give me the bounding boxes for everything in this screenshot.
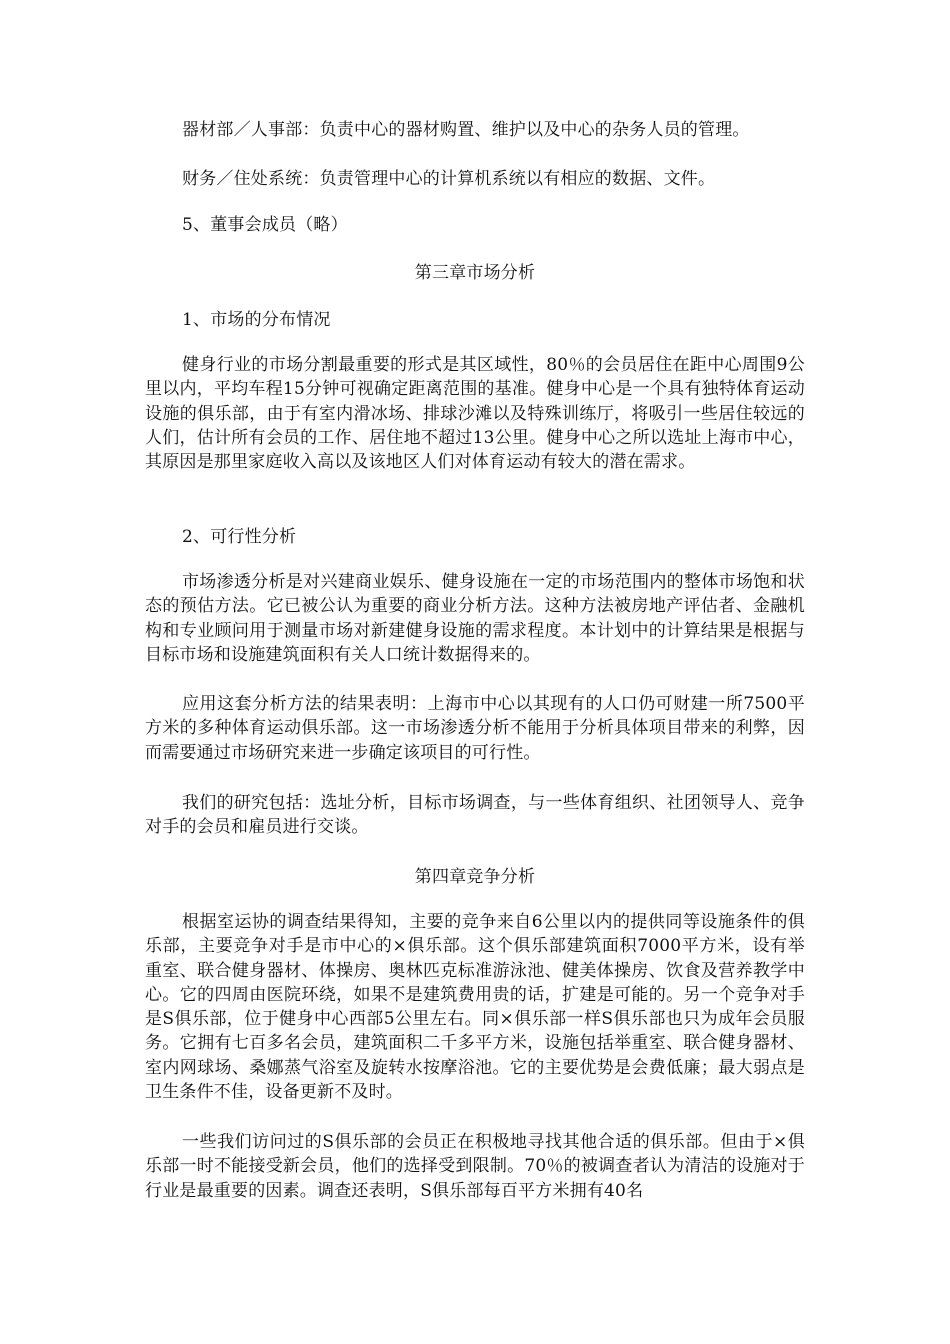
chapter3-title: 第三章市场分析	[414, 263, 536, 283]
chapter4-title: 第四章竞争分析	[414, 867, 536, 887]
dept-finance-line: 财务／住处系统：负责管理中心的计算机系统以有相应的数据、文件。	[182, 169, 716, 189]
chapter3-section1-heading: 1、市场的分布情况	[182, 310, 331, 330]
chapter3-section2-heading: 2、可行性分析	[182, 527, 297, 547]
dept-equipment-hr-line: 器材部／人事部：负责中心的器材购置、维护以及中心的杂务人员的管理。	[182, 120, 750, 140]
chapter4-paragraph-2: 一些我们访问过的S俱乐部的会员正在积极地寻找其他合适的俱乐部。但由于×俱乐部一时不能接受新会员，他们的选择受到限制。70％的被调查者认为清洁的设施对于行业是最重要的因素。调查还表明，S俱乐部每百平方米拥有40名	[145, 1132, 805, 1201]
chapter3-paragraph-2: 市场渗透分析是对兴建商业娱乐、健身设施在一定的市场范围内的整体市场饱和状态的预估方法。它已被公认为重要的商业分析方法。这种方法被房地产评估者、金融机构和专业顾问用于测量市场对新建健身设施的需求程度。本计划中的计算结果是根据与目标市场和设施建筑面积有关人口统计数据得来的。	[145, 572, 805, 665]
chapter3-paragraph-1: 健身行业的市场分割最重要的形式是其区域性，80％的会员居住在距中心周围9公里以内，平均车程15分钟可视确定距离范围的基准。健身中心是一个具有独特体育运动设施的俱乐部，由于有室内滑冰场、排球沙滩以及特殊训练厅，将吸引一些居住较远的人们，估计所有会员的工作、居住地不超过13公里。健身中心之所以选址上海市中心，其原因是那里家庭收入高以及该地区人们对体育运动有较大的潜在需求。	[145, 355, 805, 473]
chapter4-paragraph-1: 根据室运协的调查结果得知，主要的竞争来自6公里以内的提供同等设施条件的俱乐部，主要竞争对手是市中心的×俱乐部。这个俱乐部建筑面积7000平方米，设有举重室、联合健身器材、体操房、奥林匹克标准游泳池、健美体操房、饮食及营养教学中心。它的四周由医院环绕，如果不是建筑费用贵的话，扩建是可能的。另一个竞争对手是S俱乐部，位于健身中心西部5公里左右。同×俱乐部一样S俱乐部也只为成年会员服务。它拥有七百多名会员，建筑面积二千多平方米，设施包括举重室、联合健身器材、室内网球场、桑娜蒸气浴室及旋转水按摩浴池。它的主要优势是会费低廉；最大弱点是卫生条件不佳，设备更新不及时。	[145, 912, 805, 1103]
chapter3-paragraph-3: 应用这套分析方法的结果表明：上海市中心以其现有的人口仍可财建一所7500平方米的多种体育运动俱乐部。这一市场渗透分析不能用于分析具体项目带来的利弊，因而需要通过市场研究来进一步确定该项目的可行性。	[145, 694, 805, 763]
board-members-line: 5、董事会成员（略）	[182, 215, 348, 235]
chapter3-paragraph-4: 我们的研究包括：选址分析，目标市场调查，与一些体育组织、社团领导人、竞争对手的会员和雇员进行交谈。	[145, 793, 805, 838]
